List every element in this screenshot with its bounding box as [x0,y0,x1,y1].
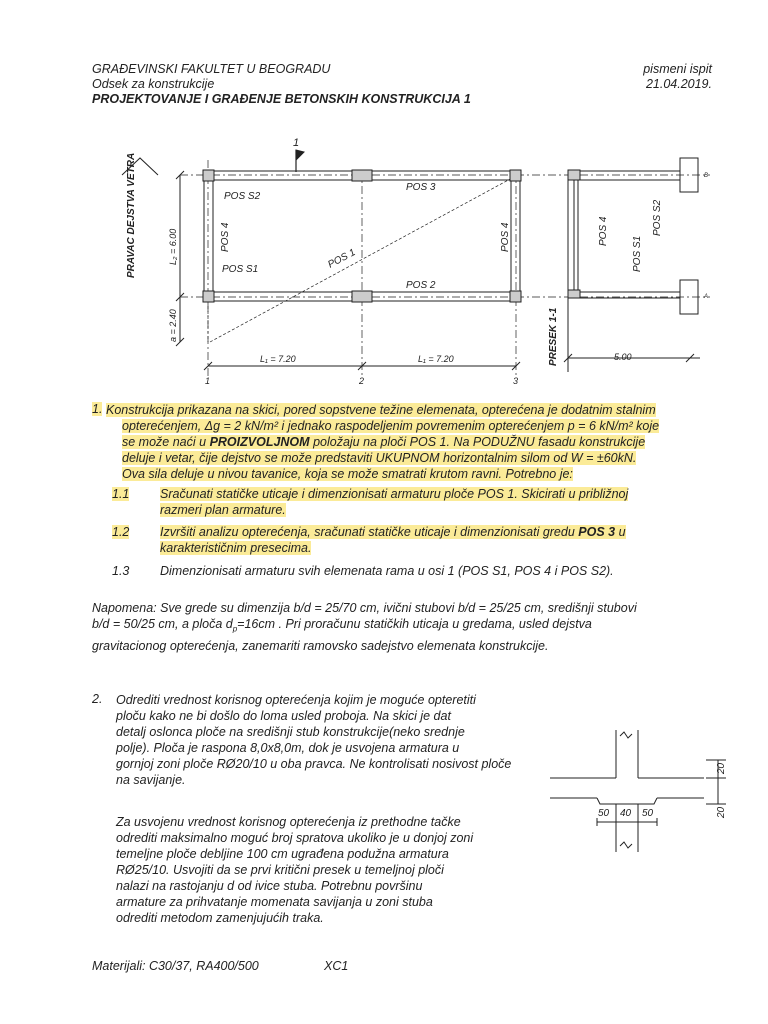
column-detail-drawing [540,720,740,860]
task1-number: 1. [92,402,103,416]
task2-p2-line-5: nalazi na rastojanju d od ivice stuba. Potrebnu površinu [116,879,423,893]
task2-p2-line-1: Za usvojenu vrednost korisnog opterećenja iz prethodne tačke [116,815,461,829]
task2-p1-line-4: polje). Ploča je raspona 8,0x8,0m, dok je usvojena armatura u [116,741,460,755]
task2-p2-line-4: RØ25/10. Usvojiti da se prvi kritični presek u temeljnoj ploči [116,863,444,877]
dim-a: a = 2.40 [168,309,178,342]
task2-paragraph-1 [116,692,556,788]
sub-1-2-line-1a: Izvršiti analizu opterećenja, sračunati statičke uticaje i dimenzionisati gredu [160,525,575,539]
task1-text [106,402,716,482]
dim-l2: L₂ = 6.00 [168,228,178,265]
axis-2: 2 [359,376,365,386]
pos2-label: POS 2 [406,280,436,291]
sub-1-1-line-2: razmeri plan armature. [160,503,286,517]
task2-number: 2. [92,692,103,706]
pos-s2-label: POS S2 [224,191,261,202]
section-title: PRESEK 1-1 [548,307,559,366]
section-b-top: B [704,173,709,179]
pos4-right-label: POS 4 [500,222,511,252]
section-pos-s1: POS S1 [632,235,643,272]
pos3-label: POS 3 [406,182,436,193]
department: Odsek za konstrukcije [92,77,215,91]
sub-1-2-line-1c: u [618,525,626,539]
note-sub: p [232,624,238,634]
task2-p1-line-1: Odrediti vrednost korisnog opterećenja kojim je moguće opteretiti [116,693,476,707]
task1-line-4: deluje i vetar, čije dejstvo se može predstaviti UKUPNOM horizontalnim silom od W = ±60kN. [122,451,637,465]
sub-1-2-text [160,524,720,556]
task1-line-3b: položaju na ploči POS 1. Na PODUŽNU fasadu konstrukcije [313,435,646,449]
sub-1-2-pos3: POS 3 [578,525,616,539]
sub-1-2-line-2: karakterističnim presecima. [160,541,312,555]
sub-1-2-number: 1.2 [112,525,130,539]
structure-drawing [0,130,768,390]
task1-line-2: opterećenjem, Δg = 2 kN/m² i jednako raspodeljenim povremenim opterećenjem p = 6 kN/m² koje [122,419,660,433]
task2-p1-line-6: na savijanje. [116,773,186,787]
dim-20-top: 20 [716,762,727,774]
task2-p1-line-5: gornjoj zoni ploče RØ20/10 u oba pravca. Ne kontrolisati nosivost ploče [116,757,512,771]
exam-date: 21.04.2019. [645,77,712,91]
section-pos4: POS 4 [598,216,609,246]
note-line-3: gravitacionog opterećenja, zanemariti ramovsko sadejstvo elemenata konstrukcije. [92,638,549,653]
task2-paragraph-2 [116,814,556,926]
task1-line-1: Konstrukcija prikazana na skici, pored sopstvene težine elemenata, opterećena je dodatnim stalnim [106,403,656,417]
institution: GRAĐEVINSKI FAKULTET U BEOGRADU [92,62,331,76]
exam-type: pismeni ispit [643,62,712,76]
pos-s1-label: POS S1 [222,264,259,275]
dim-l1-left: L₁ = 7.20 [260,354,296,364]
sub-1-1-line-1: Sračunati statičke uticaje i dimenzionisati armaturu ploče POS 1. Skicirati u približnoj [160,487,629,501]
note-line-1: Napomena: Sve grede su dimenzija b/d = 25/70 cm, ivični stubovi b/d = 25/25 cm, središnji stubovi [92,601,637,615]
sub-1-1-text [160,486,720,518]
section-mark: 1 [293,137,300,149]
section-b-bot: A [704,294,709,300]
pos4-left-label: POS 4 [220,222,231,252]
task1-line-5: Ova sila deluje u nivou tavanice, koja se može smatrati krutom ravni. Potrebno je: [122,467,573,481]
pos1-label: POS 1 [326,247,358,271]
section-dim: 5.00 [614,352,632,362]
exposure-class: XC1 [324,959,349,973]
wind-label: PRAVAC DEJSTVA VETRA [126,152,137,278]
materials-label: Materijali: C30/37, RA400/500 [92,959,259,973]
dim-50-right: 50 [642,808,654,819]
section-pos-s2: POS S2 [652,199,663,236]
dim-l1-right: L₁ = 7.20 [418,354,454,364]
note [92,600,732,654]
dim-20-bottom: 20 [716,806,727,818]
axis-1: 1 [205,376,211,386]
note-line-2a: b/d = 50/25 cm, a ploča d [92,617,233,631]
dim-50-left: 50 [598,808,610,819]
task1-proizvoljnom: PROIZVOLJNOM [209,435,310,449]
task2-p1-line-2: ploču kako ne bi došlo do loma usled proboja. Na skici je dat [116,709,451,723]
sub-1-3-number: 1.3 [112,564,130,578]
sub-1-3-text: Dimenzionisati armaturu svih elemenata rama u osi 1 (POS S1, POS 4 i POS S2). [160,564,614,578]
task2-p1-line-3: detalj oslonca ploče na središnji stub konstrukcije(neko srednje [116,725,465,739]
task2-p2-line-6: armature za prihvatanje momenata savijanja u zoni stuba [116,895,433,909]
note-line-2b: =16cm . Pri proračunu statičkih uticaja u gredama, usled dejstva [237,617,592,631]
sub-1-2 [112,524,129,540]
sub-1-1 [112,486,129,502]
task2-p2-line-3: temeljne ploče debljine 100 cm ugrađena podužna armatura [116,847,449,861]
sub-1-1-number: 1.1 [112,487,130,501]
task2-p2-line-7: odrediti metodom zamenjujućih traka. [116,911,324,925]
axis-3: 3 [513,376,519,386]
dim-40: 40 [620,808,632,819]
task1-line-3a: se može naći u [122,435,207,449]
course-title: PROJEKTOVANJE I GRAĐENJE BETONSKIH KONSTRUKCIJA 1 [92,92,471,106]
task2-p2-line-2: odrediti maksimalno moguć broj spratova ukoliko je u donjoj zoni [116,831,474,845]
